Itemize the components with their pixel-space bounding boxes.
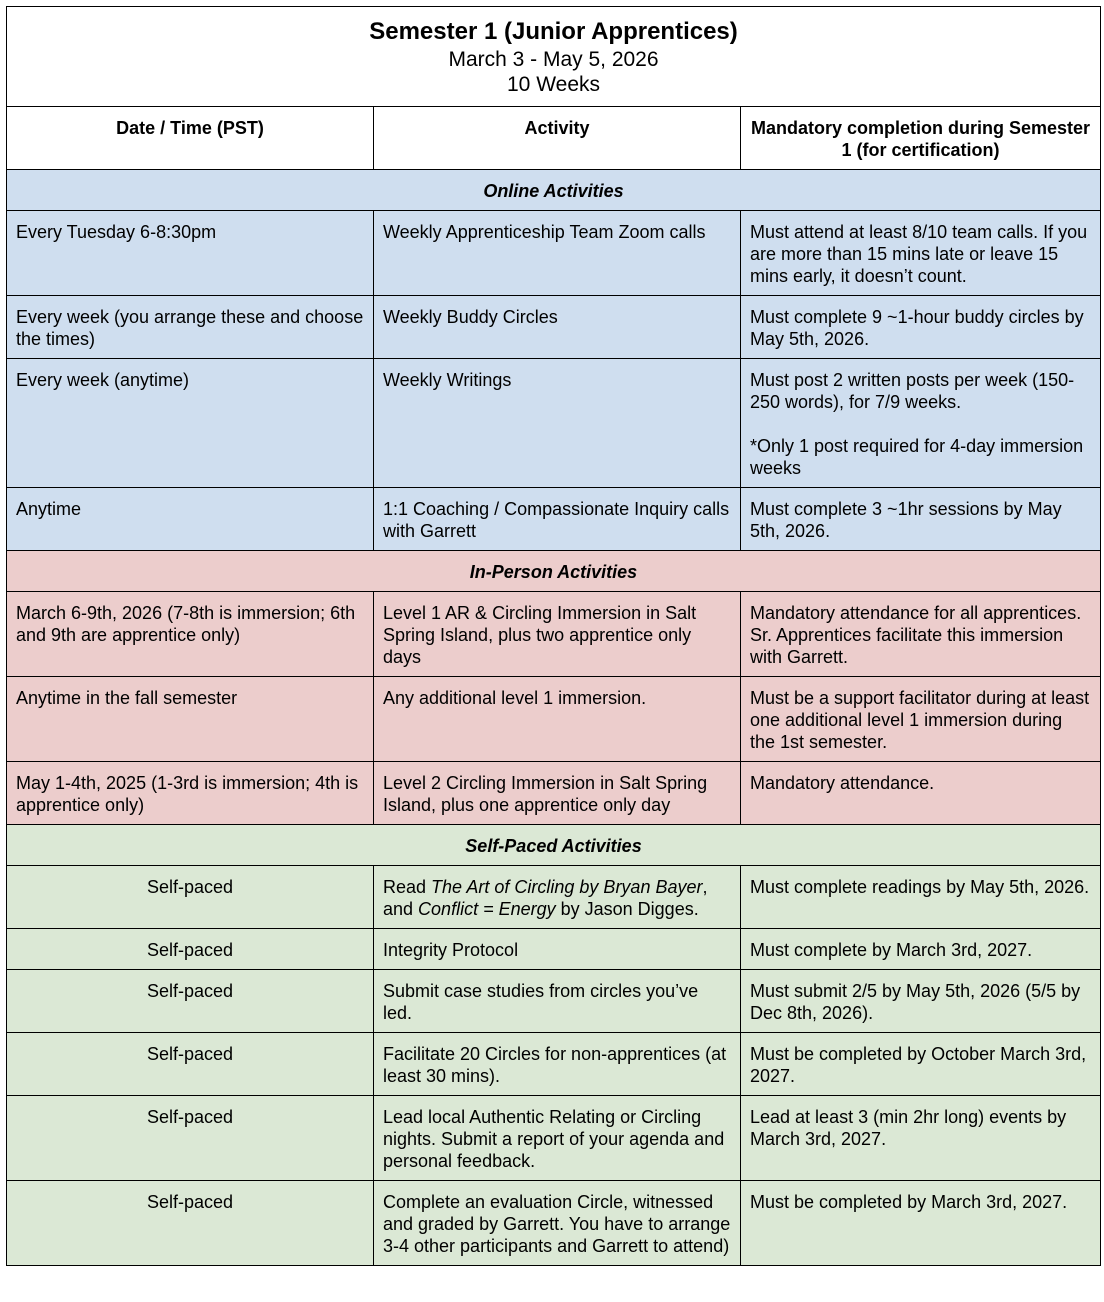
- activity-cell: Level 2 Circling Immersion in Salt Spring Island, plus one apprentice only day: [374, 762, 741, 825]
- date-cell: Self-paced: [7, 866, 374, 929]
- column-header-date: Date / Time (PST): [7, 107, 374, 170]
- section-header-self-paced: [7, 825, 1101, 866]
- table-row: [7, 359, 1101, 488]
- table-row: [7, 929, 1101, 970]
- column-header-activity: Activity: [374, 107, 741, 170]
- section-label: In-Person Activities: [7, 551, 1101, 592]
- activity-cell: Integrity Protocol: [374, 929, 741, 970]
- table-row: [7, 296, 1101, 359]
- requirement-note: *Only 1 post required for 4-day immersion weeks: [750, 436, 1084, 478]
- date-cell: Self-paced: [7, 1033, 374, 1096]
- requirement-cell: Must complete 9 ~1-hour buddy circles by May 5th, 2026.: [741, 296, 1101, 359]
- table-row: [7, 1033, 1101, 1096]
- date-cell: May 1-4th, 2025 (1-3rd is immersion; 4th is apprentice only): [7, 762, 374, 825]
- table-row: [7, 592, 1101, 677]
- requirement-cell: Must be completed by March 3rd, 2027.: [741, 1181, 1101, 1266]
- date-cell: Self-paced: [7, 929, 374, 970]
- table-row: [7, 488, 1101, 551]
- table-row: [7, 677, 1101, 762]
- requirement-cell: Must be completed by October March 3rd, 2027.: [741, 1033, 1101, 1096]
- table-row: [7, 1181, 1101, 1266]
- requirement-cell: Must complete by March 3rd, 2027.: [741, 929, 1101, 970]
- requirement-cell: Must attend at least 8/10 team calls. If you are more than 15 mins late or leave 15 mins early, it doesn’t count.: [741, 211, 1101, 296]
- date-cell: Every week (anytime): [7, 359, 374, 488]
- column-header-requirement: Mandatory completion during Semester 1 (for certification): [741, 107, 1101, 170]
- title-row: [7, 7, 1101, 107]
- semester-title: Semester 1 (Junior Apprentices): [369, 18, 738, 45]
- semester-dates: March 3 - May 5, 2026: [448, 48, 659, 71]
- table-row: [7, 762, 1101, 825]
- activity-cell: [374, 866, 741, 929]
- activity-cell: Level 1 AR & Circling Immersion in Salt Spring Island, plus two apprentice only days: [374, 592, 741, 677]
- date-cell: Every Tuesday 6-8:30pm: [7, 211, 374, 296]
- activity-text: Read: [383, 877, 432, 897]
- date-cell: Anytime in the fall semester: [7, 677, 374, 762]
- activity-cell: Facilitate 20 Circles for non-apprentices (at least 30 mins).: [374, 1033, 741, 1096]
- activity-cell: 1:1 Coaching / Compassionate Inquiry calls with Garrett: [374, 488, 741, 551]
- date-cell: Self-paced: [7, 1096, 374, 1181]
- date-cell: Anytime: [7, 488, 374, 551]
- activity-cell: Complete an evaluation Circle, witnessed and graded by Garrett. You have to arrange 3-4 other participants and Garrett to attend): [374, 1181, 741, 1266]
- requirement-cell: Must complete 3 ~1hr sessions by May 5th, 2026.: [741, 488, 1101, 551]
- date-cell: Self-paced: [7, 970, 374, 1033]
- activity-cell: Weekly Writings: [374, 359, 741, 488]
- table-row: [7, 1096, 1101, 1181]
- section-header-online: [7, 170, 1101, 211]
- book-title: The Art of Circling by Bryan Bayer: [431, 877, 703, 897]
- requirement-text: Must post 2 written posts per week (150-250 words), for 7/9 weeks.: [750, 370, 1075, 412]
- requirement-cell: Must be a support facilitator during at least one additional level 1 immersion during the 1st semester.: [741, 677, 1101, 762]
- book-title: Conflict = Energy: [418, 899, 556, 919]
- column-header-row: [7, 107, 1101, 170]
- requirement-cell: Mandatory attendance for all apprentices. Sr. Apprentices facilitate this immersion with Garrett.: [741, 592, 1101, 677]
- title-cell: [7, 7, 1101, 107]
- table-row: [7, 866, 1101, 929]
- activity-cell: Any additional level 1 immersion.: [374, 677, 741, 762]
- requirement-cell: [741, 359, 1101, 488]
- activity-cell: Lead local Authentic Relating or Circling nights. Submit a report of your agenda and personal feedback.: [374, 1096, 741, 1181]
- semester-duration: 10 Weeks: [507, 73, 600, 96]
- table-row: [7, 970, 1101, 1033]
- activity-cell: Weekly Buddy Circles: [374, 296, 741, 359]
- section-label: Self-Paced Activities: [7, 825, 1101, 866]
- requirement-cell: Must complete readings by May 5th, 2026.: [741, 866, 1101, 929]
- activity-cell: Submit case studies from circles you’ve led.: [374, 970, 741, 1033]
- requirement-cell: Lead at least 3 (min 2hr long) events by March 3rd, 2027.: [741, 1096, 1101, 1181]
- table-row: [7, 211, 1101, 296]
- date-cell: Self-paced: [7, 1181, 374, 1266]
- activity-text: by Jason Digges.: [555, 899, 699, 919]
- section-label: Online Activities: [7, 170, 1101, 211]
- activity-cell: Weekly Apprenticeship Team Zoom calls: [374, 211, 741, 296]
- requirement-cell: Mandatory attendance.: [741, 762, 1101, 825]
- semester-schedule-table: [6, 6, 1101, 1266]
- requirement-cell: Must submit 2/5 by May 5th, 2026 (5/5 by Dec 8th, 2026).: [741, 970, 1101, 1033]
- activity-text: , and: [383, 877, 708, 919]
- date-cell: Every week (you arrange these and choose the times): [7, 296, 374, 359]
- date-cell: March 6-9th, 2026 (7-8th is immersion; 6th and 9th are apprentice only): [7, 592, 374, 677]
- section-header-in-person: [7, 551, 1101, 592]
